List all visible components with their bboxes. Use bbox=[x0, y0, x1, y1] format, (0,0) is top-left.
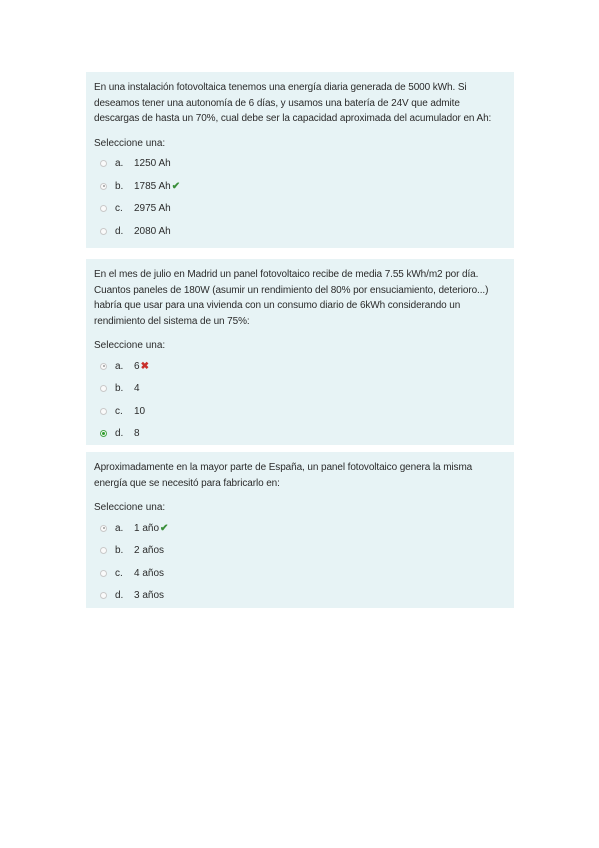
option-b[interactable] bbox=[94, 175, 507, 198]
radio-icon[interactable] bbox=[100, 547, 107, 554]
option-a[interactable] bbox=[94, 355, 507, 378]
select-prompt: Seleccione una: bbox=[94, 137, 166, 149]
radio-icon[interactable] bbox=[100, 570, 107, 577]
question-card-1 bbox=[86, 72, 514, 248]
question-card-2 bbox=[86, 259, 514, 445]
option-letter: d. bbox=[115, 225, 124, 237]
option-value: 4 años bbox=[134, 567, 165, 579]
option-value: 6 bbox=[134, 360, 140, 372]
select-prompt: Seleccione una: bbox=[94, 340, 166, 351]
question-text: En una instalación fotovoltaica tenemos una energía diaria generada de 5000 kWh. Si deseamos tener una autonomía de 6 días, y usamos una batería de 24V que admite descargas de hasta un 70%, cual debe ser la capacidad aproximada del acumulador en Ah: bbox=[94, 82, 492, 124]
option-value: 2975 Ah bbox=[134, 203, 171, 215]
option-letter: c. bbox=[115, 203, 123, 215]
option-value: 1 año bbox=[134, 522, 160, 534]
option-letter: b. bbox=[115, 545, 124, 557]
option-letter: b. bbox=[115, 383, 124, 395]
radio-selected-icon[interactable] bbox=[100, 525, 107, 532]
correct-check-icon: ✔ bbox=[171, 180, 181, 192]
option-c[interactable] bbox=[94, 198, 507, 221]
radio-icon[interactable] bbox=[100, 385, 107, 392]
option-c[interactable] bbox=[94, 400, 507, 423]
option-d[interactable] bbox=[94, 220, 507, 243]
option-a[interactable] bbox=[94, 153, 507, 176]
question-card-3 bbox=[86, 452, 514, 608]
option-letter: d. bbox=[115, 590, 124, 602]
option-d[interactable] bbox=[94, 585, 507, 608]
option-letter: a. bbox=[115, 522, 124, 534]
incorrect-cross-icon: ✖ bbox=[140, 360, 149, 372]
option-value: 1250 Ah bbox=[134, 158, 171, 170]
option-value: 2 años bbox=[134, 545, 165, 557]
option-d[interactable] bbox=[94, 423, 507, 446]
radio-correct-icon[interactable] bbox=[100, 430, 107, 437]
option-value: 8 bbox=[134, 428, 140, 440]
radio-icon[interactable] bbox=[100, 408, 107, 415]
option-c[interactable] bbox=[94, 562, 507, 585]
option-a[interactable] bbox=[94, 517, 507, 540]
radio-icon[interactable] bbox=[100, 228, 107, 235]
option-value: 1785 Ah bbox=[134, 180, 171, 192]
option-letter: a. bbox=[115, 158, 124, 170]
correct-check-icon: ✔ bbox=[160, 522, 169, 534]
option-value: 2080 Ah bbox=[134, 225, 171, 237]
radio-icon[interactable] bbox=[100, 592, 107, 599]
question-text: Aproximadamente en la mayor parte de España, un panel fotovoltaico genera la misma energía que se necesitó para fabricarlo en: bbox=[94, 462, 473, 489]
option-b[interactable] bbox=[94, 378, 507, 401]
option-value: 3 años bbox=[134, 590, 165, 602]
option-letter: d. bbox=[115, 428, 124, 440]
radio-icon[interactable] bbox=[100, 160, 107, 167]
radio-selected-icon[interactable] bbox=[100, 363, 107, 370]
option-value: 4 bbox=[134, 383, 140, 395]
option-letter: a. bbox=[115, 360, 124, 372]
radio-selected-icon[interactable] bbox=[100, 183, 107, 190]
question-text: En el mes de julio en Madrid un panel fotovoltaico recibe de media 7.55 kWh/m2 por día. Cuantos paneles de 180W (asumir un rendimiento del 80% por ensuciamiento, deterioro...) habría que usar para una vivienda con un consumo diario de 6kWh considerando un rendimiento del sistema de un 75%: bbox=[94, 269, 489, 327]
option-letter: c. bbox=[115, 567, 123, 579]
option-value: 10 bbox=[134, 405, 146, 417]
option-letter: c. bbox=[115, 405, 123, 417]
radio-icon[interactable] bbox=[100, 205, 107, 212]
option-letter: b. bbox=[115, 180, 124, 192]
option-b[interactable] bbox=[94, 540, 507, 563]
select-prompt: Seleccione una: bbox=[94, 502, 166, 513]
